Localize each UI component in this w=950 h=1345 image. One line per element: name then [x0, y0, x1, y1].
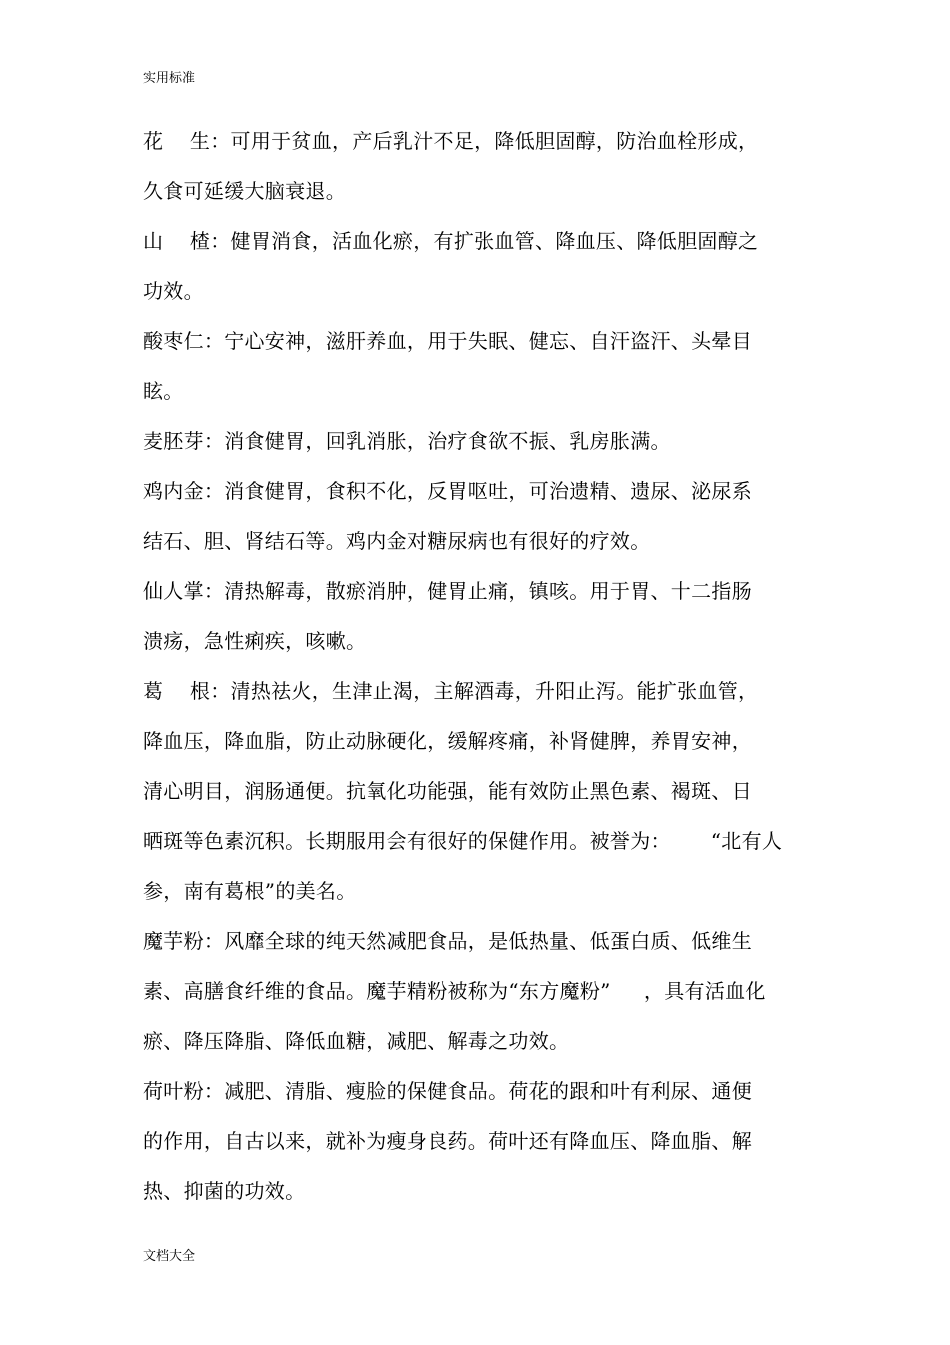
text-line: 结石、胆、肾结石等。鸡内金对糖尿病也有很好的疗效。 [143, 529, 651, 553]
page-footer: 文档大全 [143, 1249, 196, 1264]
text-line: 魔芋粉：风靡全球的纯天然减肥食品，是低热量、低蛋白质、低维生 [143, 929, 752, 953]
text-line: 降血压，降血脂，防止动脉硬化，缓解疼痛，补肾健脾，养胃安神， [143, 729, 752, 753]
page-header: 实用标准 [143, 71, 196, 86]
text-line: 久食可延缓大脑衰退。 [143, 179, 346, 203]
text-line: 眩。 [143, 379, 184, 403]
text-line: 功效。 [143, 279, 204, 303]
text-line: 山 楂：健胃消食，活血化瘀，有扩张血管、降血压、降低胆固醇之 [143, 229, 759, 253]
text-line: 溃疡，急性痢疾，咳嗽。 [143, 629, 367, 653]
text-line: 鸡内金：消食健胃，食积不化，反胃呕吐，可治遗精、遗尿、泌尿系 [143, 479, 752, 503]
text-line: 仙人掌：清热解毒，散瘀消肿，健胃止痛，镇咳。用于胃、十二指肠 [143, 579, 752, 603]
text-line: 的作用，自古以来，就补为瘦身良药。荷叶还有降血压、降血脂、解 [143, 1129, 752, 1153]
text-line: 花 生：可用于贫血，产后乳汁不足，降低胆固醇，防治血栓形成， [143, 129, 759, 153]
text-line: 荷叶粉：减肥、清脂、瘦脸的保健食品。荷花的跟和叶有利尿、通便 [143, 1079, 752, 1103]
text-line: 葛 根：清热祛火，生津止渴，主解酒毒，升阳止泻。能扩张血管， [143, 679, 759, 703]
text-line: 晒斑等色素沉积。长期服用会有很好的保健作用。被誉为： “北有人 [143, 829, 783, 853]
text-line: 麦胚芽：消食健胃，回乳消胀，治疗食欲不振、乳房胀满。 [143, 429, 671, 453]
text-line: 酸枣仁：宁心安神，滋肝养血，用于失眠、健忘、自汗盗汗、头晕目 [143, 329, 752, 353]
text-line: 热、抑菌的功效。 [143, 1179, 306, 1203]
text-line: 瘀、降压降脂、降低血糖，减肥、解毒之功效。 [143, 1029, 570, 1053]
text-line: 清心明目，润肠通便。抗氧化功能强，能有效防止黑色素、褐斑、日 [143, 779, 752, 803]
text-line: 素、高膳食纤维的食品。魔芋精粉被称为“东方魔粉” ，具有活血化 [143, 979, 766, 1003]
text-line: 参，南有葛根”的美名。 [143, 879, 357, 903]
